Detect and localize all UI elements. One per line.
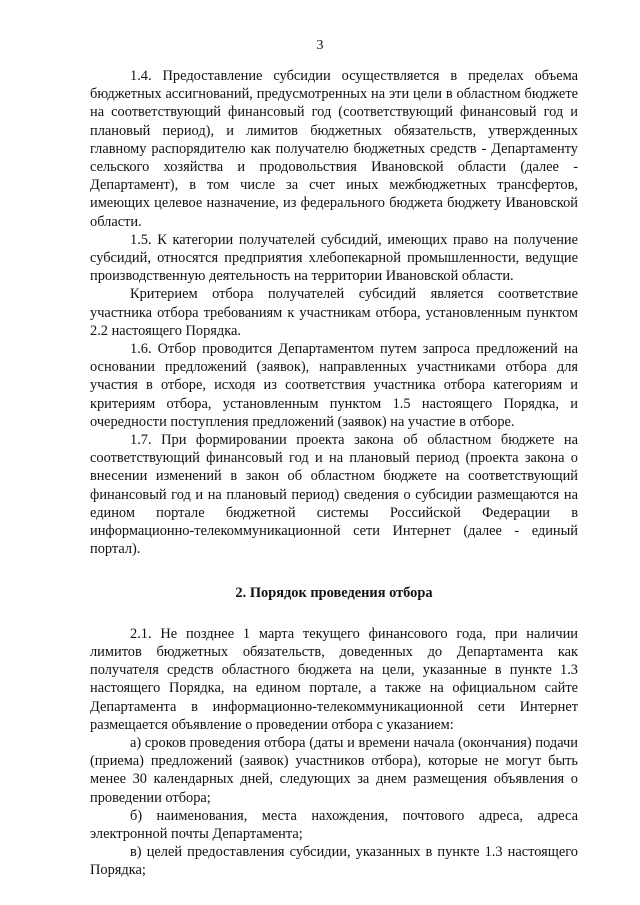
- paragraph-1-6: 1.6. Отбор проводится Департаментом путем запроса предложений на основании предложений (заявок), направленных участниками отбора для участия в отборе, исходя из соответствия участника отбора категориям и критериям отбора, установленным пунктом 1.5 настоящего Порядка, и очередности поступления предложений (заявок) на участие в отборе.: [90, 341, 578, 430]
- paragraph-1-7: 1.7. При формировании проекта закона об областном бюджете на соответствующий финансовый год и на плановый период (проекта закона о внесении изменений в закон об областном бюджете на соответствующий финансовый год и на плановый период) сведения о субсидии размещаются на едином портале бюджетной системы Российской Федерации в информационно-телекоммуникационной сети Интернет (далее - единый портал).: [90, 432, 578, 558]
- list-item-a: а) сроков проведения отбора (даты и времени начала (окончания) подачи (приема) предложений (заявок) участников отбора), которые не могут быть менее 30 календарных дней, следующих за днем размещения объявления о проведении отбора;: [90, 734, 578, 806]
- paragraph-2-1: 2.1. Не позднее 1 марта текущего финансового года, при наличии лимитов бюджетных обязательств, доведенных до Департамента как получателя средств областного бюджета на цели, указанные в пункте 1.3 настоящего Порядка, на едином портале, а также на официальном сайте Департамента в информационно-телекоммуникационной сети Интернет размещается объявление о проведении отбора с указанием:: [90, 625, 578, 733]
- section-2-heading: 2. Порядок проведения отбора: [235, 585, 433, 602]
- page-number: 3: [316, 38, 324, 53]
- paragraph-1-5: 1.5. К категории получателей субсидий, имеющих право на получение субсидий, относятся предприятия хлебопекарной промышленности, ведущие производственную деятельность на территории Ивановской области.: [90, 231, 578, 285]
- list-item-v: в) целей предоставления субсидии, указанных в пункте 1.3 настоящего Порядка;: [90, 844, 578, 879]
- document-body: [90, 67, 578, 880]
- paragraph-selection-criterion: Критерием отбора получателей субсидий является соответствие участника отбора требованиям к участникам отбора, установленным пунктом 2.2 настоящего Порядка.: [90, 286, 578, 339]
- list-item-b: б) наименования, места нахождения, почтового адреса, адреса электронной почты Департамента;: [90, 807, 578, 842]
- paragraph-1-4: 1.4. Предоставление субсидии осуществляется в пределах объема бюджетных ассигнований, предусмотренных на эти цели в областном бюджете на соответствующий финансовый год (соответствующий финансовый год и плановый период), и лимитов бюджетных обязательств, утвержденных главному распорядителю как получателю бюджетных средств - Департаменту сельского хозяйства и продовольствия Ивановской области (далее - Департамент), в том числе за счет иных межбюджетных трансфертов, имеющих целевое назначение, из федерального бюджета бюджету Ивановской области.: [90, 68, 578, 230]
